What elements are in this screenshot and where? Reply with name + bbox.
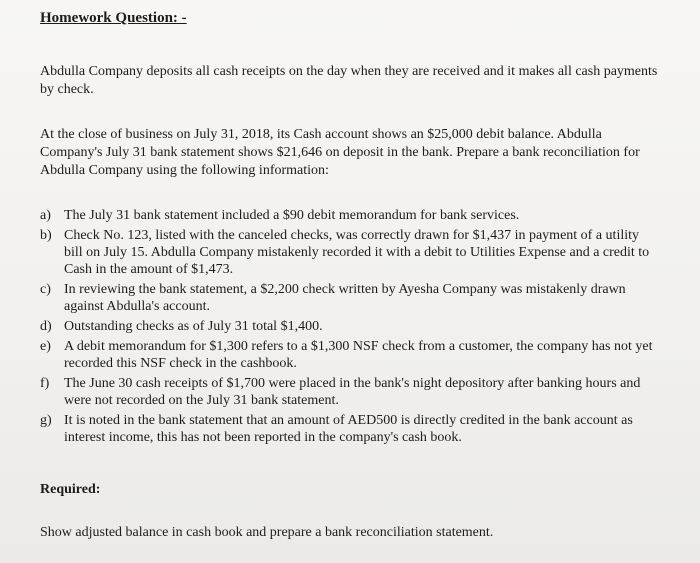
final-instruction: Show adjusted balance in cash book and prepare a bank reconciliation statement.: [40, 525, 494, 540]
list-item: [40, 281, 660, 315]
item-marker: d): [40, 319, 52, 334]
item-marker: g): [40, 413, 52, 428]
list-item: [40, 338, 660, 372]
item-marker: c): [40, 282, 51, 297]
list-item: [40, 207, 660, 224]
item-text: The July 31 bank statement included a $90 debit memorandum for bank services.: [64, 208, 520, 223]
item-text: A debit memorandum for $1,300 refers to a $1,300 NSF check from a customer, the company has not yet recorded this NSF check in the cashbook.: [64, 339, 653, 371]
item-marker: f): [40, 376, 50, 391]
item-marker: a): [40, 208, 51, 223]
item-text: It is noted in the bank statement that an amount of AED500 is directly credited in the bank account as interest income, this has not been reported in the company's cash book.: [64, 413, 633, 445]
information-list: [40, 207, 660, 449]
intro-paragraph: Abdulla Company deposits all cash receipts on the day when they are received and it makes all cash payments by check.: [40, 64, 658, 97]
item-text: Outstanding checks as of July 31 total $1,400.: [64, 319, 323, 334]
item-text: Check No. 123, listed with the canceled checks, was correctly drawn for $1,437 in payment of a utility bill on July 15. Abdulla Company mistakenly recorded it with a debit to Utilities Expense and a credit to Cash in the amount of $1,473.: [64, 228, 650, 277]
list-item: [40, 227, 660, 278]
list-item: [40, 375, 660, 409]
item-text: In reviewing the bank statement, a $2,200 check written by Ayesha Company was mistakenly drawn against Abdulla's account.: [64, 282, 626, 314]
item-marker: e): [40, 339, 51, 354]
list-item: [40, 318, 660, 335]
scenario-paragraph: At the close of business on July 31, 2018, its Cash account shows an $25,000 debit balance. Abdulla Company's July 31 bank statement shows $21,646 on deposit in the bank. Prepare a bank reconciliation for Abdulla Company using the following information:: [40, 127, 640, 178]
required-label: Required:: [40, 482, 101, 497]
list-item: [40, 412, 660, 446]
item-marker: b): [40, 228, 52, 243]
page-title: Homework Question: -: [40, 10, 187, 26]
item-text: The June 30 cash receipts of $1,700 were placed in the bank's night depository after banking hours and were not recorded on the July 31 bank statement.: [64, 376, 641, 408]
